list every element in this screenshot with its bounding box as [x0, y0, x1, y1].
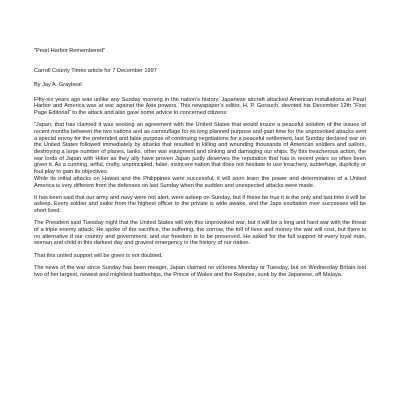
article-source-line: Carroll County Times article for 7 December 1997: [34, 67, 157, 74]
byline: By Jay A. Graybeal: [34, 81, 82, 88]
paragraph-army-navy: It has been said that our army and navy were not alert, were asleep on Sunday, but if these be true it is the only and last time it will be asleep. Every soldier and sailor from the highest officer to the private is wide awake, and the Japs exultation over successes will be short lived.: [34, 194, 366, 215]
paragraph-intro: Fifty-six years ago was unlike any Sunday morning in the nation’s history. Japanese aircraft attacked American installations at Pearl Harbor and America was at war against the Axis powers. This newspaper’s editor, H. P. Gorsuch, devoted his December 12th “First Page Editorial” to the attack and also gave some advice to concerned citizens:: [34, 96, 366, 117]
paragraph-editorial-quote: “Japan, that has claimed it was seeking an agreement with the United States that would insure a peaceful solution of the issues of recent months between the two nations and as camouflage for its long planned purpose and gain time for the unprovoked attacks sent a special envoy for the pretended and false purpose of continuing negotiations for a peaceful settlement, last Sunday declared war on the United States followed immediately by attacks that resulted in killing and wounding thousands of American soldiers and sailors, destroying a large number of planes, tanks, other war equipment and sinking and damaging our ships. By this treacherous action, the war lords of Japan with Hitler as they ally have proven Japan justly deserves the reputation that has in recent years so often been given it. As a cunning, artful, crafty, unprincipled, false, insincere nation that does not hesitate to use treachery, subterfuge, duplicity or foul play to gain its objectives. While its initial attacks on Hawaii and the Philippines were successful, it will soon learn the power and determination of a United America is very different from the defenses on last Sunday when the sudden and unexpected attacks were made.: [34, 122, 366, 189]
paragraph-news: The news of the war since Sunday has been meager, Japan claimed no victories Monday or Tuesday, but on Wednesday Britain lost two of her largest, newest and mightiest battleships, the Prince of Wales and the Repulse, sunk by the Japanese, off Malaya.: [34, 264, 366, 278]
paragraph-president: The President said Tuesday night that the United States will win this unprovoked war, but it will be a long and hard war with the threat of a triple enemy attack. He spoke of the sacrifice, the suffering, the sorrow, the toll of lives and money the war will cost, but there is no alternative if our country and government, and our freedom is to be preserved. He asked for the full support of every loyal man, woman and child in this darkest day and gravest emergency in the history of our nation.: [34, 220, 366, 247]
document-title: "Pearl Harbor Remembered": [34, 48, 106, 54]
paragraph-support: That this united support will be given is not doubted.: [34, 252, 163, 259]
